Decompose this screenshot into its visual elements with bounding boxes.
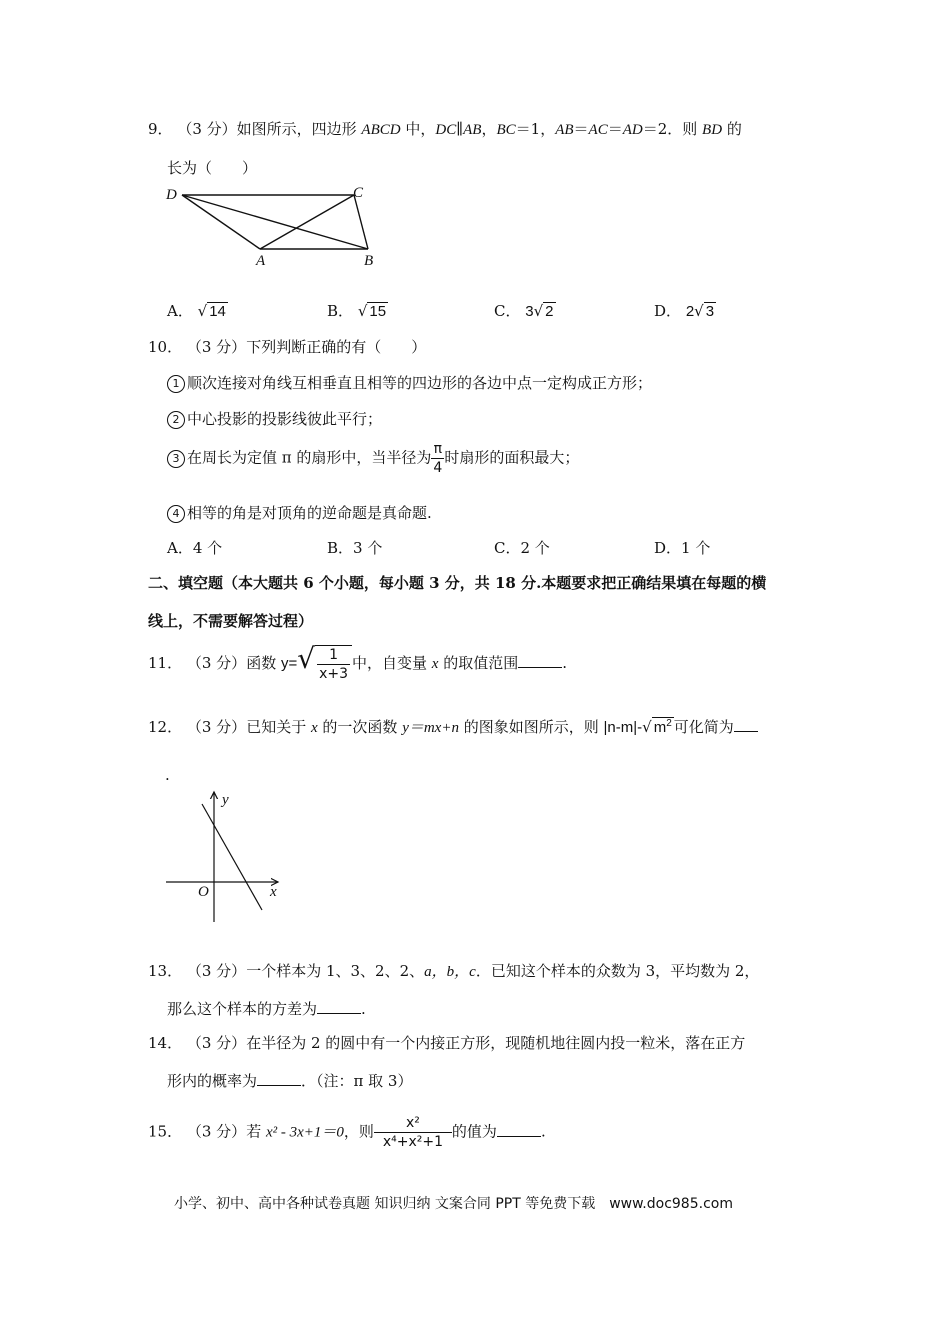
q15-equation: x² - 3x+1＝0 [265,1124,344,1141]
q12-var: x [310,720,318,736]
q11-text: 函数 [246,654,281,672]
circled-number-icon: 1 [167,375,185,393]
option-letter: C． [494,302,521,320]
q10-item-text: 顺次连接对角线互相垂直且相等的四边形的各边中点一定构成正方形； [187,374,653,392]
q10-stem [148,336,426,357]
q13-number: 13． [148,962,183,980]
fraction [431,440,444,477]
q11-text: . [562,654,568,672]
q9-option-d[interactable]: D． 2√ 3 [654,302,715,320]
option-letter: D． [654,302,682,320]
q14-number: 14． [148,1034,183,1052]
q13-text: ．已知这个样本的众数为 3，平均数为 2， [475,962,760,980]
fraction-denominator: x+3 [319,666,349,682]
q14-line1 [148,1032,745,1053]
q9-text: 的 [722,120,742,138]
function-line [202,804,262,910]
q9-var: AD [622,122,643,138]
q14-text: ．（注：π 取 3） [301,1072,413,1090]
q10-option-d[interactable]: D．1 个 [654,539,711,557]
option-radicand: 3 [705,303,715,320]
q12-end: . [165,766,170,784]
q9-line1 [148,118,742,139]
q10-item-text: 时扇形的面积最大； [444,448,580,467]
label-a: A [256,253,266,268]
q14-line2 [167,1070,412,1091]
option-radicand: 14 [209,303,226,320]
q12: 12． （3 分）已知关于 x 的一次函数 y＝mx+n 的图象如图所示，则 |n-m|-√ $m^2$ 可化简为 [148,716,758,737]
q11-score: （3 分） [186,654,247,672]
q9-option-a[interactable]: A． √ 14 [167,302,226,320]
q9-text: ， [481,120,497,138]
option-radicand: 15 [369,303,387,320]
answer-blank[interactable] [734,717,758,732]
q10-option-a[interactable]: A．4 个 [167,539,223,557]
q9-text: ＝1， [515,120,556,138]
q13-score: （3 分） [186,962,247,980]
fraction-numerator: π [433,441,443,457]
q12-text: 的一次函数 [317,718,403,736]
q9-text: 中， [400,120,436,138]
q15-score: （3 分） [186,1122,247,1141]
option-coef: 3 [525,303,534,320]
q11-text: 的取值范围 [438,654,519,672]
q12-sup: 2 [666,718,672,729]
q9-text: 如图所示，四边形 [236,120,362,138]
q9-option-c[interactable]: C． 3√ 2 [494,302,554,320]
q14-score: （3 分） [186,1034,247,1052]
fraction-denominator: x⁴+x²+1 [374,1132,452,1151]
origin-label: O [198,884,209,900]
q15-number: 15． [148,1122,183,1141]
section2-heading-line1: 二、填空题（本大题共 6 个小题，每小题 3 分，共 18 分.本题要求把正确结果填在每题的横 [148,574,767,592]
label-c: C [353,185,364,201]
answer-blank[interactable] [497,1122,541,1137]
sqrt-fraction: √ $\frac{1}{x+3}$ [297,642,352,683]
q13-line1 [148,960,759,981]
q9-var: BD [702,122,723,138]
q10-item-2 [167,408,382,429]
q13-text: . [361,1000,366,1018]
circled-number-icon: 3 [167,450,185,468]
q12-text: 已知关于 [246,718,311,736]
section2-heading-line2: 线上，不需要解答过程） [148,612,314,630]
q12-text: 的图象如图所示，则 [458,718,604,736]
q10-item-text: 中心投影的投影线彼此平行； [187,410,383,428]
q12-fn: y＝mx+n [402,720,459,736]
q12-score: （3 分） [186,718,247,736]
q10-text: 下列判断正确的有（ ） [246,338,427,356]
q13-vars: a，b，c [424,964,476,980]
answer-blank[interactable] [518,653,562,668]
q11 [148,642,567,683]
q12-graph [160,786,290,926]
q9-var: DC∥AB [435,122,482,138]
q10-option-c[interactable]: C．2 个 [494,539,550,557]
q11-number: 11． [148,654,183,672]
q9-var: AB [555,122,574,138]
q9-figure [160,183,385,268]
q9-score: （3 分） [177,120,237,138]
q9-number: 9． [148,120,173,138]
q14-text: 形内的概率为 [167,1072,258,1090]
q9-text: ＝ [573,120,589,138]
q13-text: 一个样本为 1、3、2、2、 [246,962,425,980]
label-d: D [166,187,177,203]
q13-text: 那么这个样本的方差为 [167,1000,318,1018]
q10-number: 10． [148,338,183,356]
q9-var: AC [588,122,608,138]
fraction [374,1114,452,1151]
answer-blank[interactable] [257,1071,301,1086]
q12-expr: m [653,719,667,736]
q9-var: BC [496,122,516,138]
q10-score: （3 分） [186,338,247,356]
option-letter: A． [167,302,193,320]
axis-label-x: x [270,884,277,900]
option-letter: B． [327,302,354,320]
q15-text: 若 [246,1122,266,1141]
option-radicand: 2 [545,303,554,320]
q9-text: ＝ [607,120,623,138]
q9-text: ＝2．则 [642,120,703,138]
q13-line2 [167,998,366,1019]
segment-da [182,195,260,249]
segment-cb [354,195,368,249]
q15-text: . [540,1122,546,1141]
axis-label-y: y [222,792,229,808]
circled-number-icon: 2 [167,411,185,429]
q12-number: 12． [148,718,183,736]
q9-line2: 长为（ ） [167,159,258,177]
q15 [148,1114,546,1151]
q11-var: x [431,656,439,672]
q9-var: ABCD [361,122,401,138]
q12-expr: |n-m|- [603,719,643,736]
q11-fn: y= [280,655,298,672]
q10-item-3 [167,440,579,477]
q15-text: 的值为 [451,1122,497,1141]
q10-item-text: 相等的角是对顶角的逆命题是真命题. [187,504,432,522]
fraction-numerator: 1 [329,647,338,663]
fraction-numerator: x² [405,1115,420,1131]
footer-promo: 小学、初中、高中各种试卷真题 知识归纳 文案合同 PPT 等免费下载 www.doc985.com [174,1196,733,1212]
q12-text: 可化简为 [673,718,734,736]
q9-option-b[interactable]: B． √ 15 [327,302,387,320]
circled-number-icon: 4 [167,505,185,523]
label-b: B [364,253,374,268]
option-coef: 2 [685,303,695,320]
q10-item-4 [167,502,432,523]
q10-item-1 [167,372,652,393]
q10-item-text: 在周长为定值 π 的扇形中，当半径为 [187,448,432,467]
q14-text: 在半径为 2 的圆中有一个内接正方形，现随机地往圆内投一粒米，落在正方 [246,1034,746,1052]
answer-blank[interactable] [317,999,361,1014]
q10-option-b[interactable]: B．3 个 [327,539,383,557]
fraction-denominator: 4 [433,460,443,476]
q15-text: ，则 [343,1122,374,1141]
q11-text: 中，自变量 [352,654,432,672]
